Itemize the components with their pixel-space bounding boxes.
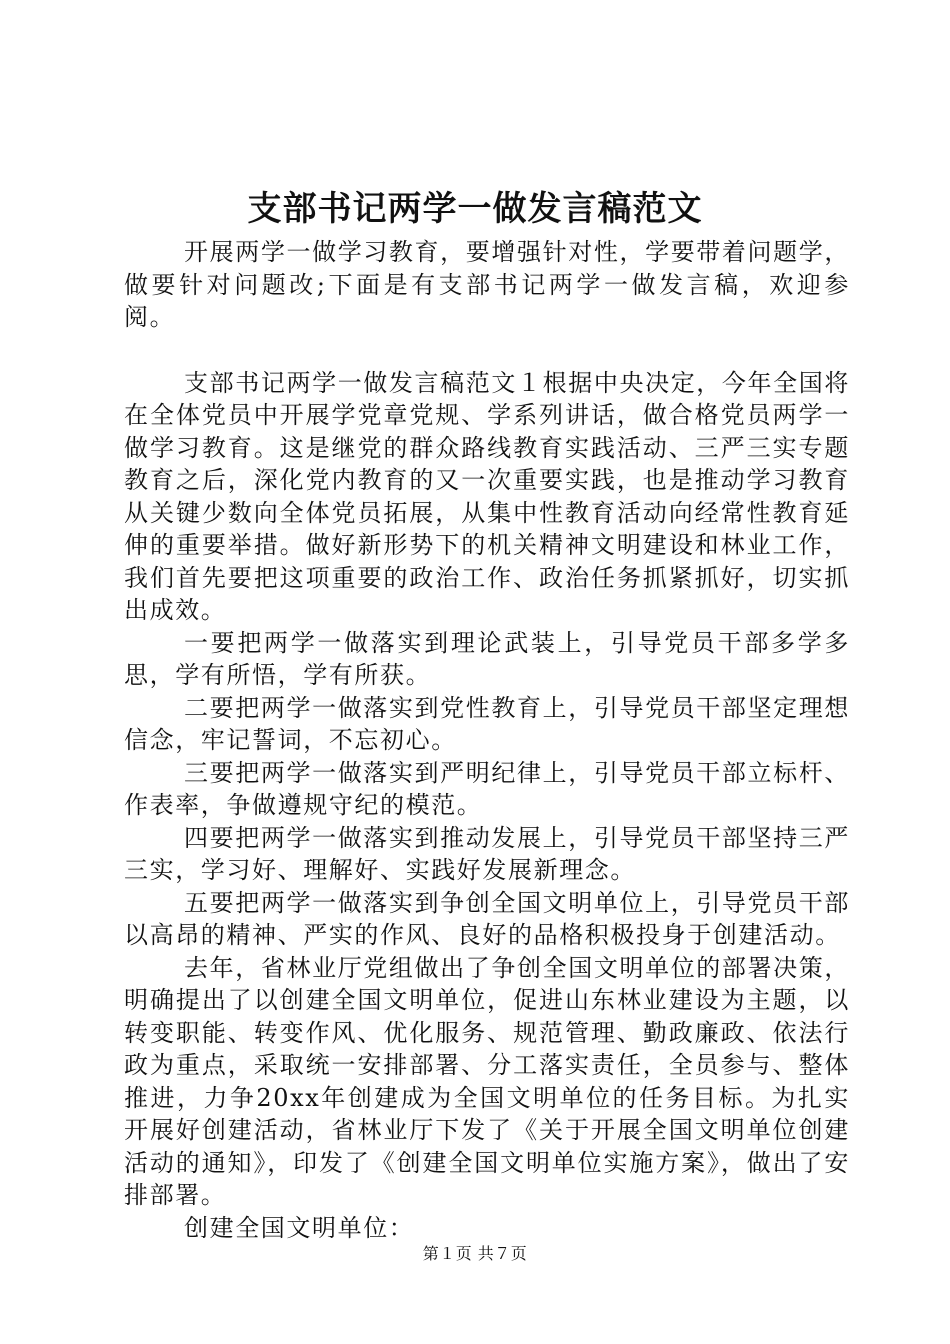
- body-paragraph: 去年，省林业厅党组做出了争创全国文明单位的部署决策，明确提出了以创建全国文明单位，促进山东林业建设为主题，以转变职能、转变作风、优化服务、规范管理、勤政廉政、依法行政为重点，采取统一安排部署、分工落实责任，全员参与、整体推进，力争20xx年创建成为全国文明单位的任务目标。为扎实开展好创建活动，省林业厅下发了《关于开展全国文明单位创建活动的通知》，印发了《创建全国文明单位实施方案》，做出了安排部署。: [124, 953, 850, 1209]
- body-paragraph: 一要把两学一做落实到理论武装上，引导党员干部多学多思，学有所悟，学有所获。: [124, 628, 850, 689]
- document-title: 支部书记两学一做发言稿范文: [247, 189, 703, 229]
- body-paragraph: 四要把两学一做落实到推动发展上，引导党员干部坚持三严三实，学习好、理解好、实践好发展新理念。: [124, 823, 850, 884]
- body-paragraph: 支部书记两学一做发言稿范文１根据中央决定，今年全国将在全体党员中开展学党章党规、学系列讲话，做合格党员两学一做学习教育。这是继党的群众路线教育实践活动、三严三实专题教育之后，深化党内教育的又一次重要实践，也是推动学习教育从关键少数向全体党员拓展，从集中性教育活动向经常性教育延伸的重要举措。做好新形势下的机关精神文明建设和林业工作，我们首先要把这项重要的政治工作、政治任务抓紧抓好，切实抓出成效。: [124, 368, 850, 624]
- body-paragraph: 二要把两学一做落实到党性教育上，引导党员干部坚定理想信念，牢记誓词，不忘初心。: [124, 693, 850, 754]
- intro-paragraph: 开展两学一做学习教育，要增强针对性，学要带着问题学，做要针对问题改;下面是有支部书记两学一做发言稿，欢迎参阅。: [124, 238, 850, 331]
- body-paragraph: 创建全国文明单位：: [184, 1213, 415, 1242]
- body-paragraph: 五要把两学一做落实到争创全国文明单位上，引导党员干部以高昂的精神、严实的作风、良好的品格积极投身于创建活动。: [124, 888, 850, 949]
- document-body: [124, 236, 850, 1244]
- paragraph-spacer: [124, 334, 850, 367]
- body-paragraph: 三要把两学一做落实到严明纪律上，引导党员干部立标杆、作表率，争做遵规守纪的模范。: [124, 758, 850, 819]
- page-number-footer: 第１页 共７页: [422, 1244, 528, 1263]
